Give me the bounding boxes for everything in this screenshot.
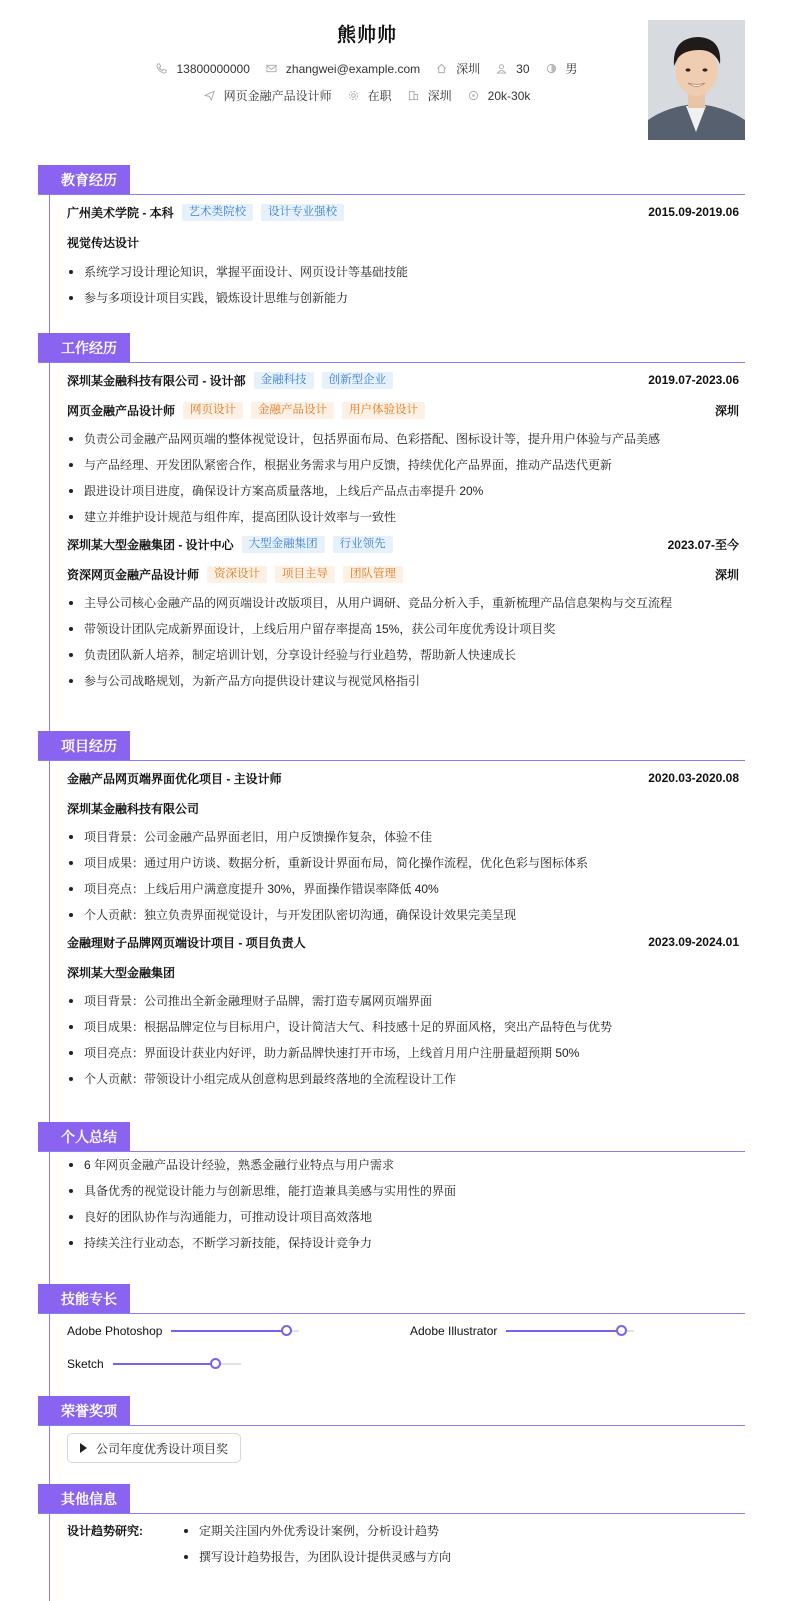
school-tag: 设计专业强校 <box>261 204 344 221</box>
award-name: 公司年度优秀设计项目奖 <box>96 1441 229 1456</box>
contact-row <box>0 60 734 77</box>
list-item: 持续关注行业动态，不断学习新技能，保持设计竞争力 <box>67 1230 745 1256</box>
job-bullets <box>38 590 745 694</box>
job-role-row <box>38 561 745 587</box>
major-row <box>38 229 745 255</box>
project-name: 金融理财子品牌网页端设计项目 - 项目负责人 <box>67 935 306 950</box>
company-name: 深圳某金融科技有限公司 - 设计部 <box>67 373 246 388</box>
awards-section <box>38 1396 745 1463</box>
section-divider <box>38 760 745 761</box>
skill-slider[interactable] <box>113 1359 241 1369</box>
section-title: 教育经历 <box>38 165 130 195</box>
project-org: 深圳某大型金融集团 <box>67 965 176 980</box>
projects-section <box>38 731 745 1092</box>
section-title: 技能专长 <box>38 1284 130 1314</box>
list-item: 主导公司核心金融产品的网页端设计改版项目，从用户调研、竞品分析入手，重新梳理产品信息架构与交互流程 <box>67 590 745 616</box>
section-header <box>38 165 745 195</box>
skills-row <box>38 1314 745 1347</box>
list-item: 系统学习设计理论知识，掌握平面设计、网页设计等基础技能 <box>67 259 745 285</box>
list-item: 带领设计团队完成新界面设计，上线后用户留存率提高 15%，获公司年度优秀设计项目奖 <box>67 616 745 642</box>
position-text: 网页金融产品设计师 <box>223 89 332 103</box>
skills-section <box>38 1284 745 1380</box>
skill-slider[interactable] <box>171 1326 299 1336</box>
profile-photo <box>648 20 745 140</box>
other-bullets <box>67 1518 745 1570</box>
email-item <box>266 62 420 76</box>
project-org: 深圳某金融科技有限公司 <box>67 801 200 816</box>
list-item: 6 年网页金融产品设计经验，熟悉金融行业特点与用户需求 <box>67 1152 745 1178</box>
position-item <box>204 87 332 104</box>
candidate-name: 熊帅帅 <box>336 25 397 46</box>
job-role: 网页金融产品设计师 <box>67 403 176 418</box>
section-divider <box>38 194 745 195</box>
section-header <box>38 731 745 761</box>
section-title: 荣誉奖项 <box>38 1396 130 1426</box>
education-section <box>38 165 745 311</box>
slider-handle[interactable] <box>281 1325 292 1336</box>
list-item: 良好的团队协作与沟通能力，可推动设计项目高效落地 <box>67 1204 745 1230</box>
company-tag: 创新型企业 <box>322 372 394 389</box>
list-item: 参与多项设计项目实践，锻炼设计思维与创新能力 <box>67 285 745 311</box>
job-role-row <box>38 397 745 423</box>
salary-item <box>468 89 531 103</box>
phone-text: 13800000000 <box>176 61 250 76</box>
list-item: 参与公司战略规划，为新产品方向提供设计建议与视觉风格指引 <box>67 668 745 694</box>
resume-header <box>0 0 794 150</box>
company-tag: 大型金融集团 <box>242 536 325 553</box>
building-icon <box>408 90 419 101</box>
project-period: 2023.09-2024.01 <box>648 935 739 949</box>
skills-row <box>38 1347 745 1380</box>
gender-item <box>546 60 578 77</box>
list-item: 负责公司金融产品网页端的整体视觉设计，包括界面布局、色彩搭配、图标设计等，提升用户体验与产品美感 <box>67 426 745 452</box>
list-item: 个人贡献：带领设计小组完成从创意构思到最终落地的全流程设计工作 <box>67 1066 745 1092</box>
list-item: 项目背景：公司金融产品界面老旧，用户反馈操作复杂，体验不佳 <box>67 824 745 850</box>
section-title: 个人总结 <box>38 1122 130 1152</box>
company-tag: 行业领先 <box>333 536 393 553</box>
section-title: 项目经历 <box>38 731 130 761</box>
role-tag: 资深设计 <box>207 566 267 583</box>
phone-item <box>156 62 249 76</box>
status-item <box>348 87 392 104</box>
gear-icon <box>348 90 359 101</box>
list-item: 跟进设计项目进度，确保设计方案高质量落地，上线后产品点击率提升 20% <box>67 478 745 504</box>
award-item[interactable] <box>67 1433 241 1463</box>
work-section <box>38 333 745 694</box>
summary-section <box>38 1122 745 1256</box>
home-icon <box>436 63 447 74</box>
job-bullets <box>38 426 745 530</box>
project-row <box>38 929 745 955</box>
other-label: 设计趋势研究: <box>67 1524 143 1538</box>
mail-icon <box>266 63 277 74</box>
project-org-row <box>38 795 745 821</box>
job-location: 深圳 <box>714 403 739 418</box>
other-section <box>38 1484 745 1570</box>
skill-item <box>410 1314 634 1347</box>
list-item: 项目成果：根据品牌定位与目标用户，设计简洁大气、科技感十足的界面风格，突出产品特色与优势 <box>67 1014 745 1040</box>
section-divider <box>38 362 745 363</box>
company-tag: 金融科技 <box>254 372 314 389</box>
other-info <box>38 1518 745 1570</box>
section-divider <box>38 1425 745 1426</box>
list-item: 与产品经理、开发团队紧密合作，根据业务需求与用户反馈，持续优化产品界面，推动产品迭代更新 <box>67 452 745 478</box>
person-icon <box>496 63 507 74</box>
job-location: 深圳 <box>714 567 739 582</box>
list-item: 撰写设计趋势报告，为团队设计提供灵感与方向 <box>182 1544 745 1570</box>
slider-handle[interactable] <box>616 1325 627 1336</box>
city-text: 深圳 <box>456 62 481 76</box>
summary-bullets <box>38 1152 745 1256</box>
major-name: 视觉传达设计 <box>67 235 140 250</box>
job-period: 2023.07-至今 <box>667 537 739 552</box>
project-org-row <box>38 959 745 985</box>
skill-item <box>67 1347 241 1380</box>
role-tag: 团队管理 <box>343 566 403 583</box>
skill-name: Sketch <box>67 1356 104 1371</box>
list-item: 个人贡献：独立负责界面视觉设计，与开发团队密切沟通，确保设计效果完美呈现 <box>67 902 745 928</box>
phone-icon <box>156 63 167 74</box>
project-name: 金融产品网页端界面优化项目 - 主设计师 <box>67 771 282 786</box>
job-role: 资深网页金融产品设计师 <box>67 567 200 582</box>
coin-icon <box>468 90 479 101</box>
send-icon <box>204 90 215 101</box>
target-city-item <box>408 87 452 104</box>
list-item: 项目亮点：界面设计获业内好评，助力新品牌快速打开市场，上线首月用户注册量超预期 50% <box>67 1040 745 1066</box>
section-header <box>38 1484 745 1514</box>
play-icon <box>80 1443 87 1453</box>
role-tag: 项目主导 <box>275 566 335 583</box>
list-item: 项目成果：通过用户访谈、数据分析，重新设计界面布局，简化操作流程，优化色彩与图标体系 <box>67 850 745 876</box>
skill-name: Adobe Illustrator <box>410 1323 498 1338</box>
list-item: 项目背景：公司推出全新金融理财子品牌，需打造专属网页端界面 <box>67 988 745 1014</box>
company-name: 深圳某大型金融集团 - 设计中心 <box>67 537 234 552</box>
skill-item <box>67 1314 299 1347</box>
section-divider <box>38 1513 745 1514</box>
job-company-row <box>38 367 745 393</box>
slider-handle[interactable] <box>210 1358 221 1369</box>
city-item <box>436 60 480 77</box>
section-header <box>38 1284 745 1314</box>
status-text: 在职 <box>367 89 392 103</box>
project-row <box>38 765 745 791</box>
role-tag: 网页设计 <box>183 402 243 419</box>
job-company-row <box>38 531 745 557</box>
age-item <box>496 62 529 76</box>
skill-name: Adobe Photoshop <box>67 1323 163 1338</box>
project-period: 2020.03-2020.08 <box>648 771 739 785</box>
list-item: 负责团队新人培养，制定培训计划，分享设计经验与行业趋势，帮助新人快速成长 <box>67 642 745 668</box>
gender-text: 男 <box>565 62 578 76</box>
skill-slider[interactable] <box>506 1326 634 1336</box>
project-bullets <box>38 988 745 1092</box>
target-city-text: 深圳 <box>427 89 452 103</box>
list-item: 项目亮点：上线后用户满意度提升 30%，界面操作错误率降低 40% <box>67 876 745 902</box>
salary-text: 20k-30k <box>487 88 531 103</box>
school-tag: 艺术类院校 <box>182 204 254 221</box>
gender-icon <box>546 63 557 74</box>
job-period: 2019.07-2023.06 <box>648 373 739 387</box>
education-period: 2015.09-2019.06 <box>648 205 739 219</box>
school-name: 广州美术学院 - 本科 <box>67 205 174 220</box>
section-header <box>38 1396 745 1426</box>
section-header <box>38 1122 745 1152</box>
list-item: 定期关注国内外优秀设计案例，分析设计趋势 <box>182 1518 745 1544</box>
list-item: 具备优秀的视觉设计能力与创新思维，能打造兼具美感与实用性的界面 <box>67 1178 745 1204</box>
intention-row <box>0 87 734 104</box>
age-text: 30 <box>516 61 530 76</box>
section-title: 其他信息 <box>38 1484 130 1514</box>
role-tag: 用户体验设计 <box>342 402 425 419</box>
list-item: 建立并维护设计规范与组件库，提高团队设计效率与一致性 <box>67 504 745 530</box>
section-title: 工作经历 <box>38 333 130 363</box>
email-text: zhangwei@example.com <box>285 61 421 76</box>
role-tag: 金融产品设计 <box>251 402 334 419</box>
education-bullets <box>38 259 745 311</box>
section-header <box>38 333 745 363</box>
education-row <box>38 199 745 225</box>
project-bullets <box>38 824 745 928</box>
